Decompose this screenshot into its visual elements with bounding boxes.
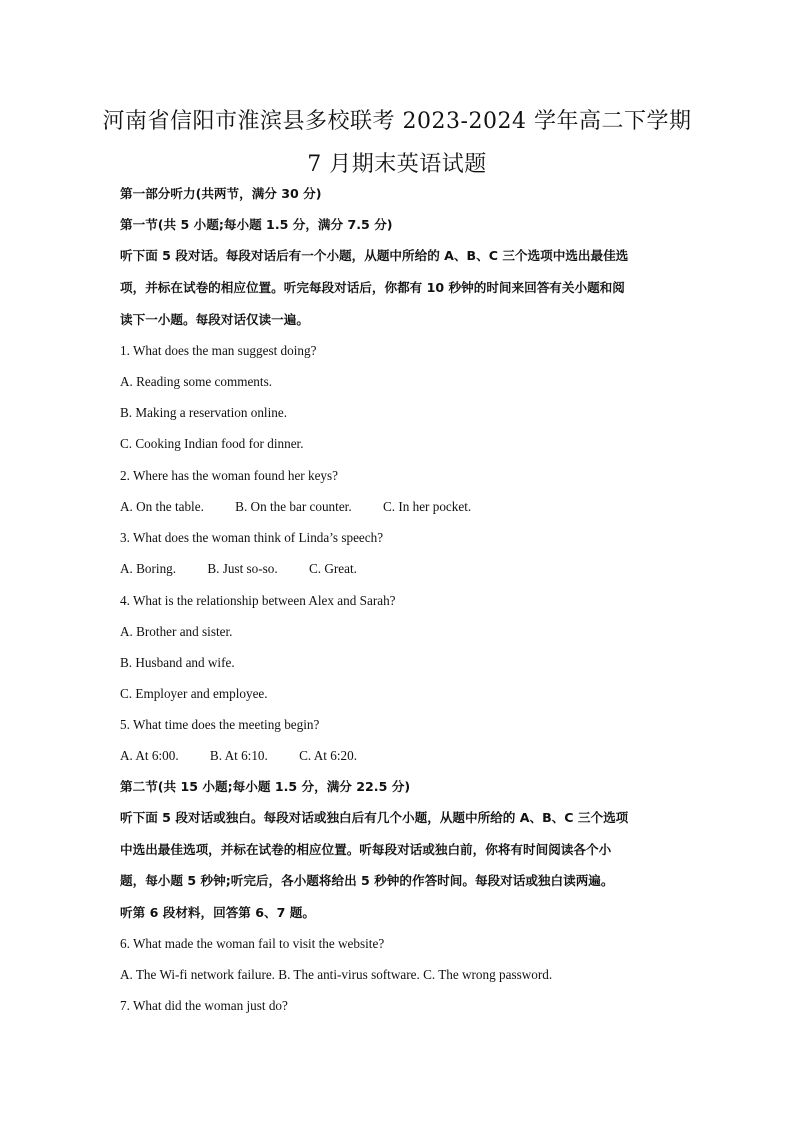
question-5-option-a: A. At 6:00.	[120, 748, 179, 763]
document-title-line2: 7 月期末英语试题	[307, 152, 487, 177]
question-4-option-c: C. Employer and employee.	[120, 686, 268, 701]
question-7-stem: 7. What did the woman just do?	[120, 998, 288, 1013]
question-5-stem: 5. What time does the meeting begin?	[120, 717, 320, 732]
question-5-option-b: B. At 6:10.	[209, 748, 268, 763]
section2-heading: 第二节(共 15 小题;每小题 1.5 分，满分 22.5 分)	[120, 779, 411, 794]
question-2-options	[120, 499, 680, 515]
question-4-option-b: B. Husband and wife.	[120, 655, 235, 670]
question-6-stem: 6. What made the woman fail to visit the website?	[120, 936, 385, 951]
section1-instruction-line: 听下面 5 段对话。每段对话后有一个小题，从题中所给的 A、B、C 三个选项中选出最佳选	[120, 248, 629, 263]
question-3-option-a: A. Boring.	[120, 561, 177, 576]
section1-heading: 第一节(共 5 小题;每小题 1.5 分，满分 7.5 分)	[120, 217, 393, 232]
question-2-stem: 2. Where has the woman found her keys?	[120, 468, 339, 483]
section1-instruction-line: 读下一小题。每段对话仅读一遍。	[120, 312, 309, 327]
question-4-stem: 4. What is the relationship between Alex and Sarah?	[120, 593, 396, 608]
question-6-options: A. The Wi-fi network failure. B. The anti-virus software. C. The wrong password.	[120, 967, 553, 982]
document-title-line1: 河南省信阳市淮滨县多校联考 2023-2024 学年高二下学期	[102, 109, 692, 134]
question-5-option-c: C. At 6:20.	[299, 748, 357, 763]
question-2-option-a: A. On the table.	[120, 499, 204, 514]
question-2-option-c: C. In her pocket.	[382, 499, 472, 514]
question-1-option-b: B. Making a reservation online.	[120, 405, 288, 420]
section1-instruction-line: 项，并标在试卷的相应位置。听完每段对话后，你都有 10 秒钟的时间来回答有关小题和阅	[120, 280, 625, 295]
section2-instruction-line: 听下面 5 段对话或独白。每段对话或独白后有几个小题，从题中所给的 A、B、C 三个选项	[120, 810, 629, 825]
material-6-heading: 听第 6 段材料，回答第 6、7 题。	[120, 905, 315, 920]
question-3-option-c: C. Great.	[309, 561, 357, 576]
question-3-options	[120, 561, 680, 577]
question-1-stem: 1. What does the man suggest doing?	[120, 343, 317, 358]
section2-instruction-line: 题，每小题 5 秒钟;听完后，各小题将给出 5 秒钟的作答时间。每段对话或独白读两遍。	[120, 873, 614, 888]
question-5-options	[120, 748, 680, 764]
question-4-option-a: A. Brother and sister.	[120, 624, 233, 639]
part1-heading: 第一部分听力(共两节，满分 30 分)	[120, 186, 322, 201]
question-1-option-c: C. Cooking Indian food for dinner.	[120, 436, 304, 451]
question-3-option-b: B. Just so-so.	[207, 561, 278, 576]
question-1-option-a: A. Reading some comments.	[120, 374, 272, 389]
question-3-stem: 3. What does the woman think of Linda’s speech?	[120, 530, 384, 545]
question-2-option-b: B. On the bar counter.	[235, 499, 352, 514]
section2-instruction-line: 中选出最佳选项，并标在试卷的相应位置。听每段对话或独白前，你将有时间阅读各个小	[120, 842, 612, 857]
